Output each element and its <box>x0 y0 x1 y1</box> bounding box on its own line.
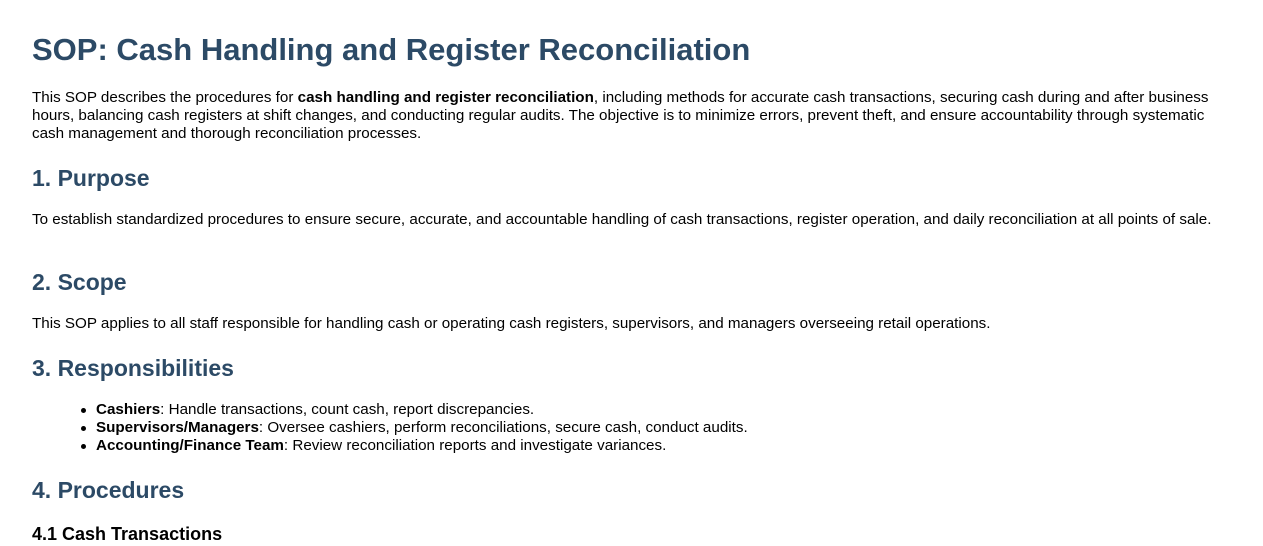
purpose-text: To establish standardized procedures to ensure secure, accurate, and accountable handling of cash transactions, register operation, and daily reconciliation at all points of sale. <box>32 211 1212 228</box>
role-description: : Review reconciliation reports and investigate variances. <box>283 437 667 454</box>
list-item <box>96 401 748 419</box>
role-name: Accounting/Finance Team <box>96 437 284 454</box>
intro-text-bold: cash handling and register reconciliation <box>297 89 594 106</box>
intro-text-after: , including methods for accurate cash transactions, securing cash during and after business hours, balancing cash registers at shift changes, and conducting regular audits. The objective is to minimize errors, prevent theft, and ensure accountability through systematic cash management and thorough reconciliation processes. <box>32 89 1209 142</box>
scope-text: This SOP applies to all staff responsible for handling cash or operating cash registers, supervisors, and managers overseeing retail operations. <box>32 315 991 332</box>
role-name: Cashiers <box>96 401 161 418</box>
purpose-heading: 1. Purpose <box>32 165 150 191</box>
responsibilities-heading: 3. Responsibilities <box>32 355 234 381</box>
scope-heading: 2. Scope <box>32 269 127 295</box>
intro-text-before: This SOP describes the procedures for <box>32 89 298 106</box>
role-description: : Oversee cashiers, perform reconciliations, secure cash, conduct audits. <box>258 419 748 436</box>
list-item <box>96 419 748 437</box>
list-item <box>96 437 748 455</box>
page-title: SOP: Cash Handling and Register Reconciliation <box>32 32 751 67</box>
role-name: Supervisors/Managers <box>96 419 259 436</box>
intro-paragraph <box>32 89 1228 143</box>
cash-transactions-subheading: 4.1 Cash Transactions <box>32 524 223 544</box>
procedures-heading: 4. Procedures <box>32 477 185 503</box>
role-description: : Handle transactions, count cash, report discrepancies. <box>160 401 535 418</box>
responsibilities-list <box>96 401 748 455</box>
